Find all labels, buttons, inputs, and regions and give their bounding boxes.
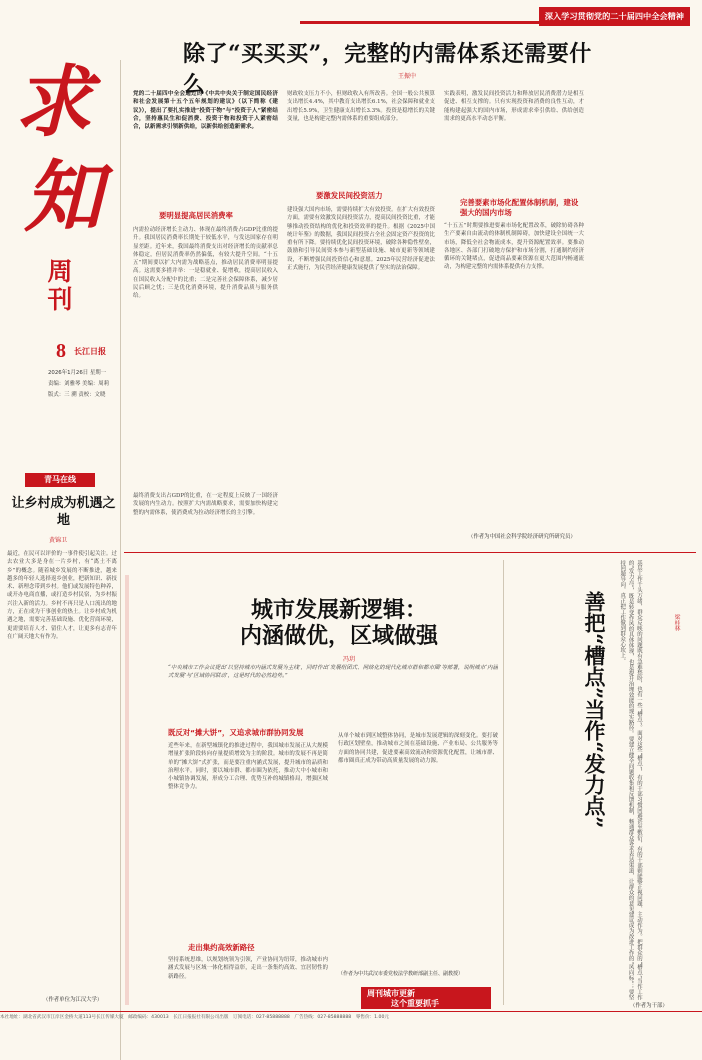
weekly-label: 周刊 (44, 258, 73, 314)
lead-section1-body2: 最终消费支出占GDP的比重，在一定程度上反映了一国经济发展的内生动力。按照扩大内需战略要求，需要加快构建完整的内需体系，使消费成为拉动经济增长的主引擎。 (133, 493, 278, 516)
paper-name: 长江日报 (74, 347, 106, 356)
lead-intro: 党的二十届四中全会通过的《中共中央关于制定国民经济和社会发展第十五个五年规划的建议》（以下简称《建议》），提出了要扎实推进“投资于物”与“投资于人”紧密结合，坚持惠民生和促消费、投资于物和投资于人紧密结合，以新需求引领新供给，以新供给创造新需求。 (133, 91, 278, 131)
lead-col2-body: 财政收支压力不小，但财政收入有所改善。全国一般公共预算支出增长4.4%，其中教育支出增长6.1%，社会保障和就业支出增长5.9%，卫生健康支出增长3.3%。投资是稳增长的关键变量，也是构建完整内需体系的重要组成部分。 (287, 91, 435, 122)
issue-date: 2026年1月26日 星期一 (48, 370, 107, 376)
column-author-note: （作者为干部） (630, 1003, 668, 1009)
lead-section2-title: 要激发民间投资活力 (316, 191, 383, 200)
column-headline: 善把“槽点”当作“发力点” (582, 591, 607, 829)
lead-section1-body: 内需拉动经济增长主动力、体现在最终消费占GDP比重的提升。我国居民消费率长期处于较低水平，与发达国家存在明显差距。近年来，我国最终消费支出对经济增长的贡献率总体稳定，但居民消费率仍然偏低，有较大提升空间。“十五五”期间要以扩大内需为战略基点，推动居民消费率明显提高。这需要多措并举：一是稳就业、促增收，提高居民收入在国民收入分配中的比重；二是完善社会保障体系，减少居民后顾之忧；三是优化消费环境，提升消费品质与服务供给。 (133, 227, 278, 300)
section-rule (124, 552, 696, 553)
feature-title-line2: 内涵做优，区域做强 (239, 623, 438, 649)
page-number: 8 (56, 340, 66, 362)
column-byline: 梁桂林 (673, 614, 679, 632)
seal-char-qiu: 求 (14, 57, 93, 148)
masthead-divider (120, 60, 121, 1060)
lead-section3-body: “十五五”时期要推进要素市场化配置改革，破除妨碍各种生产要素自由流动的体制机制障碍，加快建设全国统一大市场，降低全社会物流成本，提升资源配置效率。要推动各地区、各部门打破地方保护和市场分割，打通制约经济循环的关键堵点，促进商品要素资源在更大范围内畅通流动，为构建完整的内需体系提供有力支撑。 (444, 223, 584, 271)
sidebar-title: 让乡村成为机遇之地 (11, 496, 116, 528)
feature-title-line1: 城市发展新逻辑： (250, 597, 427, 623)
masthead (0, 0, 120, 465)
seal-char-zhi: 知 (24, 152, 103, 243)
feature-accent (125, 575, 129, 1005)
feature-byline: 冯玥 (343, 656, 356, 663)
lead-col3-body: 实践表明，激发民间投资活力和释放居民消费潜力是相互促进、相互支撑的。只有实现投资和消费的良性互动，才能构建起强大的国内市场，形成需求牵引供给、供给创造需求的更高水平动态平衡。 (444, 91, 584, 122)
sidebar-commentary (3, 465, 120, 1015)
feature-body1: 近些年来，在新型城镇化的推进过程中，我国城市发展正从大规模增量扩张阶段转向存量提质增效为主的阶段。城市的发展不再是简单的“摊大饼”式扩张，而是要注重内涵式发展，提升城市的品质和治理水平。同时，要以城市群、都市圈为依托，推动大中小城市和小城镇协调发展，形成分工合理、优势互补的城镇格局，增强区域整体竞争力。 (168, 743, 328, 791)
feature-title-block (183, 597, 495, 649)
promo-box (361, 987, 491, 1009)
feature-section1-title: 既反对“摊大饼”，又追求城市群协同发展 (168, 728, 304, 737)
column-divider (503, 560, 504, 1005)
lead-section1-title: 要明显提高居民消费率 (159, 211, 233, 220)
lead-byline: 王振中 (398, 73, 417, 80)
page-footer: 本社地址：湖北省武汉市江岸区金桥大道113号长江传媒大厦 邮政编码：430013 长江日报报社有限公司出版 订阅电话：027-85888888 广告热线：027-85888888 零售价：1.00元 (0, 1011, 702, 1025)
lead-author-note: （作者为中国社会科学院经济研究所研究员） (468, 534, 576, 540)
feature-section2-title: 走出集约高效新路径 (188, 943, 255, 952)
sidebar-tag: 青马在线 (25, 473, 95, 487)
feature-author-note: （作者为中共武汉市委党校法学教研部副主任、副教授） (338, 971, 464, 977)
promo-line2: 这个重要抓手 (391, 998, 439, 1008)
lead-headline: 除了“买买买”，完整的内需体系还需要什么 (183, 41, 592, 98)
sidebar-body: 最近，在民可以评价的一事件使引起关注。过去农业大多是身在一片乡村，有“离土不离乡”的概念。随着城乡发展的不断推进，越来越多的年轻人选择返乡创业，把新知识、新技术、新理念带到乡村。他们或发展特色种养，或开办电商直播，或打造乡村民宿，为乡村振兴注入新的活力。乡村不再只是人口流出的地方，正在成为干事创业的热土。让乡村成为机遇之地，需要完善基础设施、优化营商环境，更需要培育人才、留住人才，让更多有志青年在广阔天地大有作为。 (7, 551, 117, 640)
feature-body3: 坚持系统思维，以规划统领为引领，产业协同为纽带，推动城市内涵式发展与区域一体化相得益彰，走出一条集约高效、宜居韧性的新路径。 (168, 957, 328, 980)
column-body: 基层工作千头万绪，群众反映的问题既有急难愁盼，也有一些“槽点”。面对这些“槽点”，有的干部习惯回避甚至敷衍，有的干部则能够正视问题、主动作为。把群众的“槽点”当作工作的“发力点”，既是转变作风的具体体现，也是提升治理效能的现实路径。要建立健全问题收集和反馈机制，畅通群众诉求表达渠道，让群众的意见建议成为改进工作的“风向标”；要坚持问题导向，真正把工作做到群众心坎上。 (619, 560, 642, 1000)
sidebar-author-note: （作者单位为江汉大学） (43, 997, 103, 1003)
proof-credit: 版式：三 溯 责校：文晓 (48, 392, 106, 398)
promo-line1: 周刊城市更新 (367, 988, 415, 998)
feature-intro: “中央城市工作会议提出‘以坚持城市内涵式发展为主线’，同时作出‘发展组团式、网络化的现代化城市群和都市圈’等部署，说明城市‘内涵式发展’与‘区域协同联动’，这是时代的必然趋势。” (168, 665, 498, 680)
editor-credit: 责编：刘雅琴 美编：周莉 (48, 381, 110, 387)
banner-tag: 深入学习贯彻党的二十届四中全会精神 (539, 7, 690, 26)
lead-section3-title: 完善要素市场化配置体制机制，建设强大的国内市场 (460, 198, 579, 217)
lead-section2-body: 建设强大国内市场，需要持续扩大有效投资。在扩大有效投资方面，需要有效激发民间投资活力，提高民间投资比重，才能够推动投资结构的优化和投资效率的提升。根据《2025中国统计年鉴》的数据，我国民间投资占全社会固定资产投资的比重有所下降。要持续优化民间投资环境，破除各种隐性壁垒，鼓励和引导民间资本参与新型基础设施、城市更新等领域建设，不断增强民间投资信心和意愿。2025年民营经济促进法正式施行，为民营经济健康发展提供了坚实的法治保障。 (287, 207, 435, 272)
top-banner (300, 7, 690, 29)
qiuzhi-seal (14, 40, 114, 243)
feature-body2: 从单个城市到区域整体协同，是城市发展逻辑的深刻变化。要打破行政区划壁垒，推动城市之间在基础设施、产业布局、公共服务等方面的协同共建，促进要素高效流动和资源优化配置，让城市群、都市圈真正成为带动高质量发展的动力源。 (338, 733, 498, 764)
sidebar-byline: 黄锦卫 (49, 537, 68, 544)
